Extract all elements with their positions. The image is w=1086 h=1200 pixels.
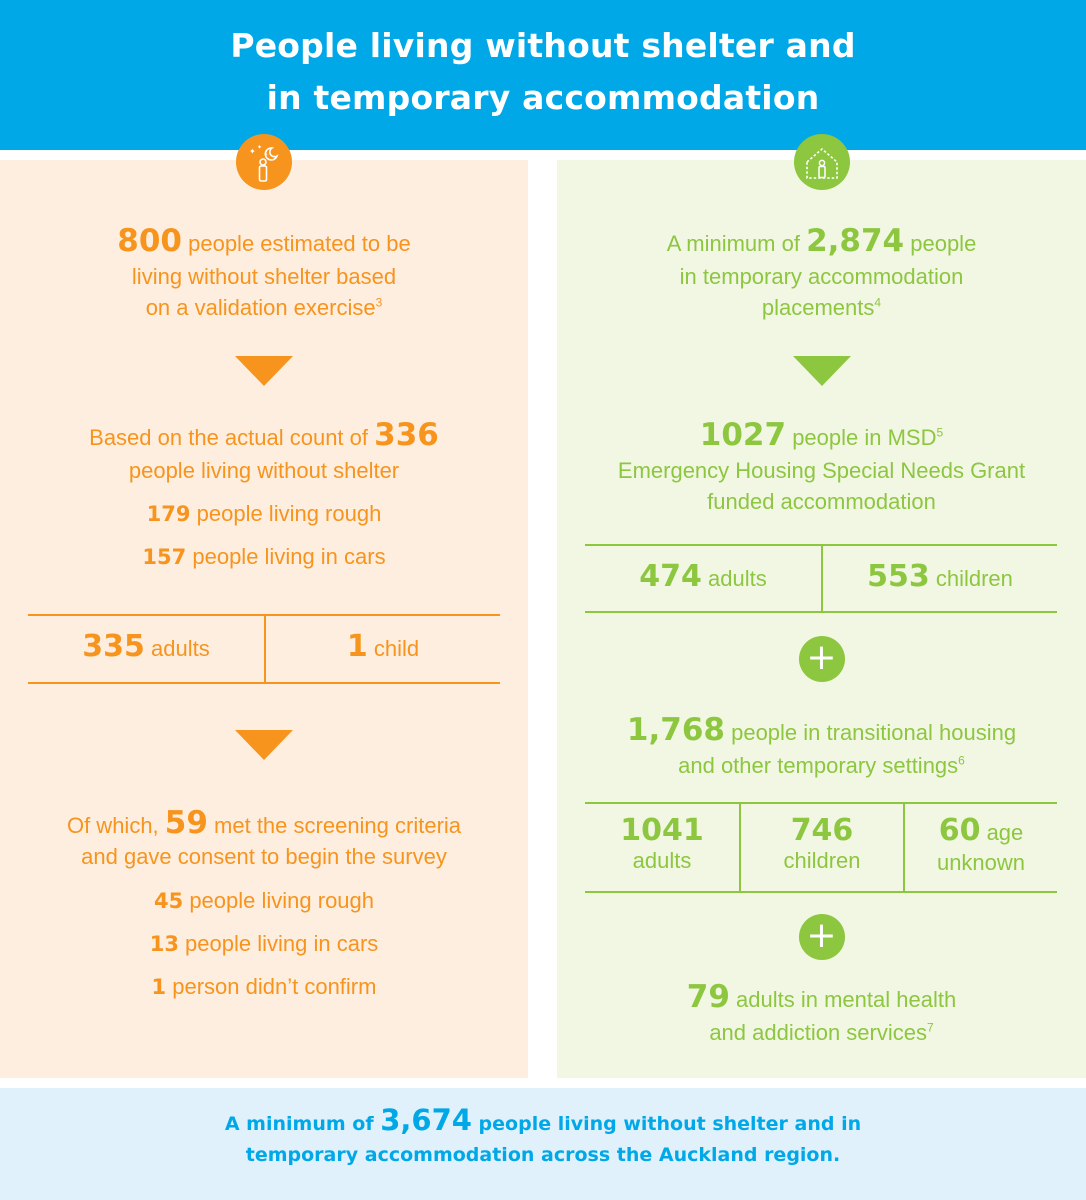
summary-line-2: temporary accommodation across the Auckland region. — [245, 1144, 841, 1166]
survey-unconfirmed — [0, 971, 528, 1003]
svg-text:✦: ✦ — [264, 152, 269, 158]
person-under-night-sky-icon — [236, 134, 292, 190]
transitional-children-label: children — [783, 848, 861, 873]
cars-number: 157 — [142, 545, 187, 569]
cars-count — [0, 541, 528, 573]
msd-line-3: funded accommodation — [707, 489, 936, 514]
summary-footer — [0, 1088, 1086, 1200]
survey-number: 59 — [164, 805, 208, 841]
count-line-1 — [0, 417, 528, 453]
without-shelter-panel — [0, 144, 528, 1078]
msd-children-cell — [823, 559, 1057, 594]
divider — [585, 802, 1057, 804]
transitional-line-2-text: and other temporary settings — [678, 753, 959, 778]
transitional-children-cell — [741, 813, 903, 876]
mental-health-line-1 — [557, 979, 1086, 1015]
rough-text: people living rough — [190, 501, 382, 526]
summary-number: 3,674 — [380, 1103, 472, 1137]
rough-number: 179 — [146, 502, 191, 526]
footnote-marker: 4 — [874, 295, 882, 310]
summary-pre: A minimum of — [224, 1113, 381, 1135]
divider — [28, 682, 500, 684]
divider — [585, 611, 1057, 613]
msd-children-label: children — [929, 566, 1013, 591]
down-arrow-icon — [793, 356, 851, 386]
msd-text: people in MSD — [786, 425, 937, 450]
svg-text:✦: ✦ — [249, 147, 256, 156]
summary-line-1 — [0, 1102, 1086, 1142]
estimate-number: 800 — [117, 223, 182, 259]
transitional-unknown-cell — [905, 813, 1057, 878]
survey-line-2: and gave consent to begin the survey — [81, 844, 447, 869]
survey-unconfirmed-text: person didn’t confirm — [166, 974, 377, 999]
msd-adults-number: 474 — [639, 559, 702, 594]
footnote-marker: 6 — [958, 753, 965, 768]
count-number: 336 — [374, 417, 439, 453]
survey-rough-text: people living rough — [183, 888, 375, 913]
minimum-pre: A minimum of — [666, 231, 807, 256]
adults-label: adults — [144, 636, 210, 661]
minimum-number: 2,874 — [806, 223, 905, 259]
transitional-line-2 — [557, 750, 1086, 781]
survey-rough-number: 45 — [153, 889, 184, 913]
transitional-number: 1,768 — [626, 712, 725, 748]
estimate-text: people estimated to be — [182, 231, 411, 256]
transitional-adults-label: adults — [632, 848, 692, 873]
header-banner — [0, 0, 1086, 150]
survey-cars-text: people living in cars — [178, 931, 379, 956]
adults-number: 335 — [82, 629, 145, 664]
minimum-line-1 — [557, 223, 1086, 259]
estimate-line-3 — [0, 292, 528, 323]
count-line-2: people living without shelter — [128, 458, 400, 483]
transitional-adults-cell — [585, 813, 739, 876]
survey-unconfirmed-number: 1 — [151, 975, 167, 999]
msd-children-number: 553 — [867, 559, 930, 594]
svg-text:✦: ✦ — [257, 144, 263, 151]
summary-post: people living without shelter and in — [471, 1113, 862, 1135]
footnote-marker: 3 — [375, 295, 383, 310]
title-line-1: People living without shelter and — [230, 26, 856, 65]
minimum-line-3 — [557, 292, 1086, 323]
transitional-unknown-number: 60 — [938, 813, 981, 848]
mental-health-text: adults in mental health — [729, 987, 957, 1012]
cars-text: people living in cars — [186, 544, 386, 569]
transitional-adults-number: 1041 — [620, 813, 704, 848]
title-line-2: in temporary accommodation — [266, 78, 820, 117]
transitional-unknown-label-1: age — [980, 820, 1024, 845]
person-in-house-icon — [794, 134, 850, 190]
transitional-children-number: 746 — [790, 813, 854, 848]
transitional-text: people in transitional housing — [724, 720, 1017, 745]
survey-pre: Of which, — [66, 813, 165, 838]
survey-cars — [0, 928, 528, 960]
child-cell — [266, 629, 500, 664]
divider — [585, 891, 1057, 893]
msd-line-1 — [557, 417, 1086, 453]
msd-line-2: Emergency Housing Special Needs Grant — [617, 458, 1026, 483]
adults-cell — [28, 629, 264, 664]
down-arrow-icon — [235, 356, 293, 386]
msd-adults-label: adults — [701, 566, 767, 591]
down-arrow-icon — [235, 730, 293, 760]
rough-count — [0, 498, 528, 530]
child-number: 1 — [346, 629, 368, 664]
minimum-line-3-text: placements — [761, 295, 875, 320]
footnote-marker: 5 — [936, 425, 944, 440]
count-text: Based on the actual count of — [89, 425, 375, 450]
footnote-marker: 7 — [927, 1020, 934, 1035]
survey-cars-number: 13 — [149, 932, 179, 956]
plus-icon: + — [799, 914, 845, 960]
temporary-accommodation-panel — [557, 160, 1086, 1078]
mental-health-line-2 — [557, 1017, 1086, 1048]
plus-icon: + — [799, 636, 845, 682]
estimate-line-3-text: on a validation exercise — [145, 295, 376, 320]
child-label: child — [367, 636, 420, 661]
msd-adults-cell — [585, 559, 821, 594]
transitional-line-1 — [557, 712, 1086, 748]
survey-post: met the screening criteria — [207, 813, 462, 838]
mental-health-number: 79 — [686, 979, 730, 1015]
msd-number: 1027 — [699, 417, 787, 453]
transitional-unknown-label-2: unknown — [936, 850, 1026, 875]
survey-line-1 — [0, 805, 528, 841]
survey-rough — [0, 885, 528, 917]
minimum-post: people — [904, 231, 977, 256]
mental-health-line-2-text: and addiction services — [709, 1020, 927, 1045]
minimum-line-2: in temporary accommodation — [679, 264, 964, 289]
estimate-line-2: living without shelter based — [131, 264, 397, 289]
estimate-line-1 — [0, 223, 528, 259]
